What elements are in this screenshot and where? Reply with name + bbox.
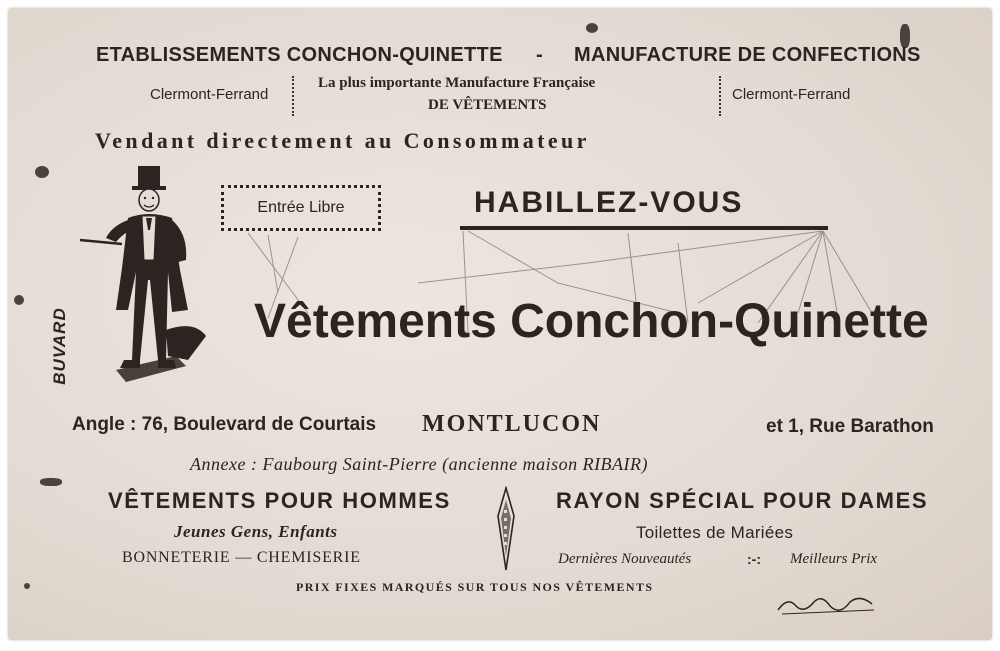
separator-left — [292, 76, 294, 116]
address-right: et 1, Rue Barathon — [766, 416, 934, 437]
buvard-card — [8, 8, 992, 640]
slogan: Vendant directement au Consommateur — [95, 128, 590, 153]
entree-libre-label: Entrée Libre — [257, 199, 345, 216]
men-subtitle: Jeunes Gens, Enfants — [174, 522, 338, 541]
company-name: ETABLISSEMENTS CONCHON-QUINETTE — [96, 44, 503, 66]
men-title: VÊTEMENTS POUR HOMMES — [108, 488, 451, 513]
side-label-buvard: BUVARD — [50, 307, 69, 385]
header-dash: - — [536, 44, 543, 66]
women-prices: Meilleurs Prix — [790, 551, 878, 567]
address-left: Angle : 76, Boulevard de Courtais — [72, 414, 377, 435]
women-separator: :-: — [747, 551, 761, 567]
women-news: Dernières Nouveautés — [558, 551, 692, 567]
women-title: RAYON SPÉCIAL POUR DAMES — [556, 488, 929, 513]
annex-line: Annexe : Faubourg Saint-Pierre (ancienne maison RIBAIR) — [190, 454, 649, 474]
ink-stain — [24, 583, 30, 589]
printer-signature — [774, 590, 884, 620]
diamond-ornament — [494, 486, 518, 572]
tagline-line2: DE VÊTEMENTS — [428, 97, 547, 113]
address-city: MONTLUCON — [422, 411, 602, 437]
ink-stain — [14, 295, 24, 305]
gentleman-illustration — [76, 160, 216, 400]
footer-prices: PRIX FIXES MARQUÉS SUR TOUS NOS VÊTEMENTS — [296, 580, 654, 594]
women-subtitle: Toilettes de Mariées — [636, 523, 794, 542]
city-left: Clermont-Ferrand — [150, 86, 269, 103]
ink-stain — [40, 478, 62, 486]
tagline-line1: La plus importante Manufacture Française — [318, 75, 596, 91]
men-items: BONNETERIE — CHEMISERIE — [122, 549, 361, 566]
brand-name: Vêtements Conchon-Quinette — [254, 295, 929, 348]
ink-stain — [35, 166, 49, 178]
ink-stain — [586, 23, 598, 33]
headline: HABILLEZ-VOUS — [474, 186, 744, 219]
separator-right — [719, 76, 721, 116]
city-right: Clermont-Ferrand — [732, 86, 851, 103]
manufacture-label: MANUFACTURE DE CONFECTIONS — [574, 44, 921, 66]
